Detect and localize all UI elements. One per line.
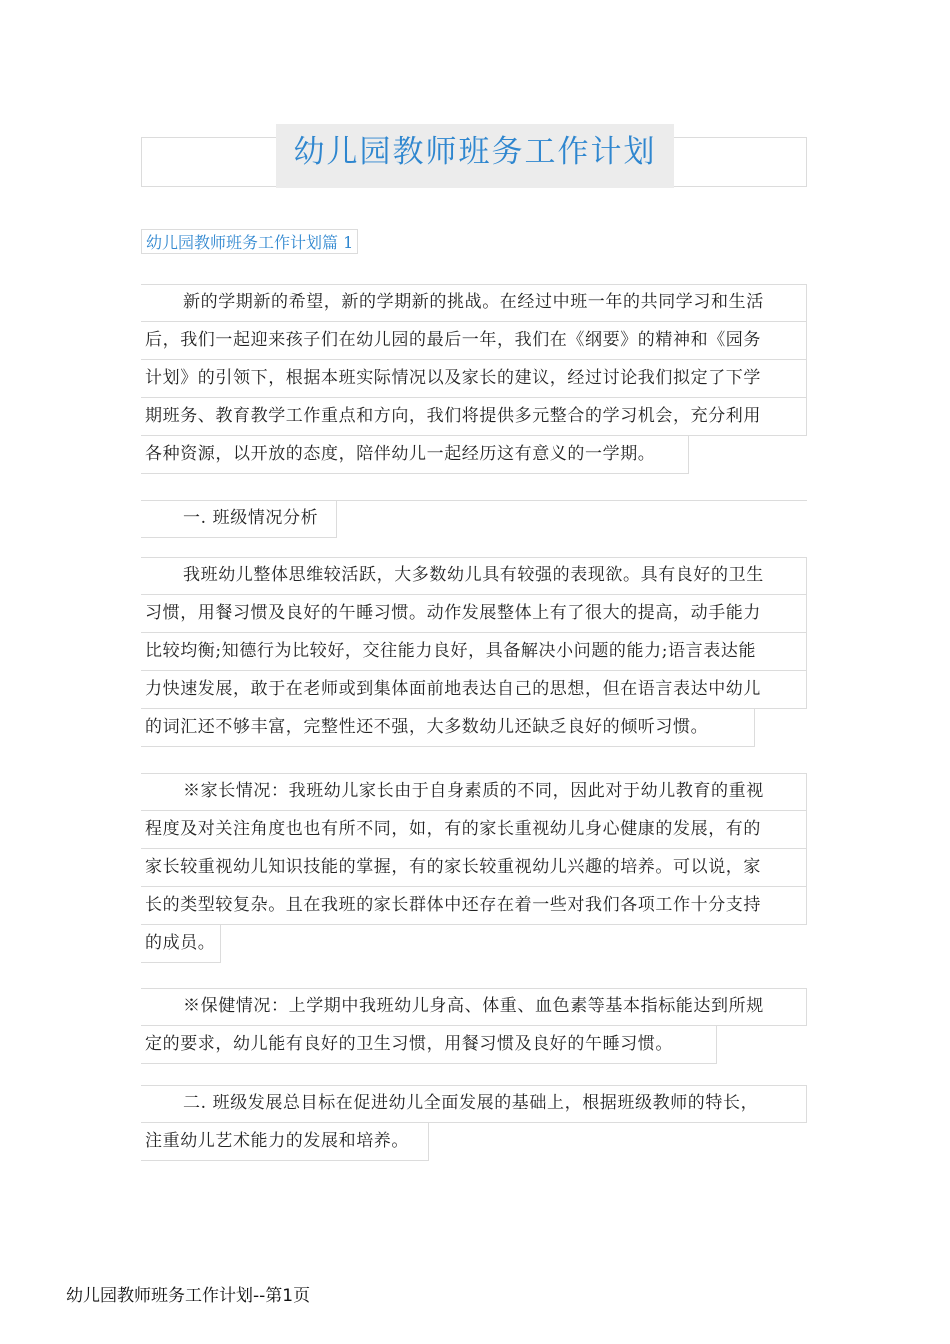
class-analysis-paragraph xyxy=(141,557,807,747)
text-line: ※保健情况：上学期中我班幼儿身高、体重、血色素等基本指标能达到所规 xyxy=(141,988,807,1026)
goals-paragraph xyxy=(141,1085,807,1161)
text-line: 比较均衡;知德行为比较好，交往能力良好，具备解决小问题的能力;语言表达能 xyxy=(141,633,807,671)
text-line: 长的类型较复杂。且在我班的家长群体中还存在着一些对我们各项工作十分支持 xyxy=(141,887,807,925)
text-line: 的成员。 xyxy=(141,925,221,963)
text-line: 习惯，用餐习惯及良好的午睡习惯。动作发展整体上有了很大的提高，动手能力 xyxy=(141,595,807,633)
text-line: 期班务、教育教学工作重点和方向，我们将提供多元整合的学习机会，充分利用 xyxy=(141,398,807,436)
text-line: 力快速发展，敢于在老师或到集体面前地表达自己的思想，但在语言表达中幼儿 xyxy=(141,671,807,709)
intro-paragraph xyxy=(141,284,807,474)
section-heading-class-analysis xyxy=(141,500,337,538)
health-paragraph xyxy=(141,988,807,1064)
parents-paragraph xyxy=(141,773,807,963)
text-line: 程度及对关注角度也也有所不同，如，有的家长重视幼儿身心健康的发展，有的 xyxy=(141,811,807,849)
text-line: 家长较重视幼儿知识技能的掌握，有的家长较重视幼儿兴趣的培养。可以说，家 xyxy=(141,849,807,887)
text-line: ※家长情况：我班幼儿家长由于自身素质的不同，因此对于幼儿教育的重视 xyxy=(141,773,807,811)
text-line: 注重幼儿艺术能力的发展和培养。 xyxy=(141,1123,429,1161)
text-line: 新的学期新的希望，新的学期新的挑战。在经过中班一年的共同学习和生活 xyxy=(141,284,807,322)
page-footer: 幼儿园教师班务工作计划--第1页 xyxy=(66,1286,311,1306)
page-title: 幼儿园教师班务工作计划 xyxy=(293,134,657,170)
text-line: 一. 班级情况分析 xyxy=(141,500,337,538)
text-line: 我班幼儿整体思维较活跃，大多数幼儿具有较强的表现欲。具有良好的卫生 xyxy=(141,557,807,595)
section-subtitle: 幼儿园教师班务工作计划篇 1 xyxy=(141,229,358,254)
text-line: 二. 班级发展总目标在促进幼儿全面发展的基础上，根据班级教师的特长， xyxy=(141,1085,807,1123)
text-line: 的词汇还不够丰富，完整性还不强，大多数幼儿还缺乏良好的倾听习惯。 xyxy=(141,709,755,747)
text-line: 定的要求，幼儿能有良好的卫生习惯，用餐习惯及良好的午睡习惯。 xyxy=(141,1026,717,1064)
text-line: 后，我们一起迎来孩子们在幼儿园的最后一年，我们在《纲要》的精神和《园务 xyxy=(141,322,807,360)
text-line: 各种资源，以开放的态度，陪伴幼儿一起经历这有意义的一学期。 xyxy=(141,436,689,474)
text-line: 计划》的引领下，根据本班实际情况以及家长的建议，经过讨论我们拟定了下学 xyxy=(141,360,807,398)
